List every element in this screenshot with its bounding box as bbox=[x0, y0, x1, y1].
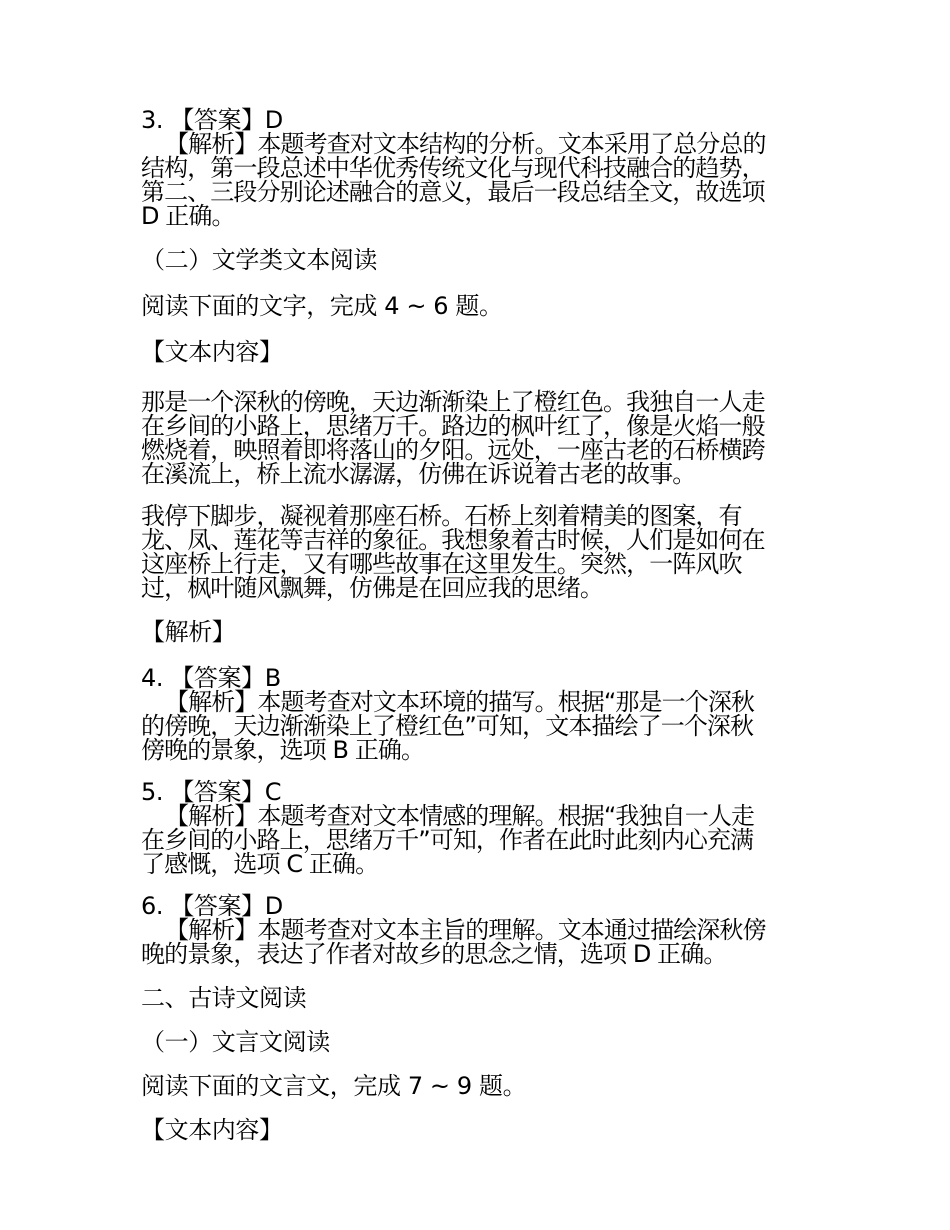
content-label-literary: 【文本内容】 bbox=[141, 338, 283, 366]
passage-paragraph-2 bbox=[141, 504, 811, 600]
passage-paragraph-1 bbox=[141, 390, 811, 486]
passage-line: 这座桥上行走，又有哪些故事在这里发生。突然，一阵风吹 bbox=[141, 550, 742, 578]
section-heading-literary: （二）文学类文本阅读 bbox=[141, 246, 377, 274]
passage-line: 那是一个深秋的傍晚，天边渐渐染上了橙红色。我独自一人走 bbox=[141, 388, 765, 416]
instruction-literary: 阅读下面的文字，完成 4 ~ 6 题。 bbox=[141, 292, 503, 320]
analysis-text bbox=[141, 132, 811, 228]
analysis-text bbox=[141, 690, 811, 762]
analysis-label: 【解析】 bbox=[141, 618, 236, 646]
content-label-classical: 【文本内容】 bbox=[141, 1116, 283, 1144]
answer-block-q6 bbox=[141, 894, 811, 966]
document-page bbox=[141, 108, 811, 1158]
section-heading-classical: 二、古诗文阅读 bbox=[141, 984, 307, 1012]
analysis-line: D 正确。 bbox=[141, 202, 235, 230]
answer-block-q4 bbox=[141, 666, 811, 762]
passage-line: 我停下脚步，凝视着那座石桥。石桥上刻着精美的图案，有 bbox=[141, 502, 742, 530]
answer-line: 4. 【答案】B bbox=[141, 664, 281, 692]
analysis-line: 了感慨，选项 C 正确。 bbox=[141, 850, 379, 878]
passage-line: 在乡间的小路上，思绪万千。路边的枫叶红了，像是火焰一般 bbox=[141, 412, 765, 440]
passage-line: 在溪流上，桥上流水潺潺，仿佛在诉说着古老的故事。 bbox=[141, 460, 696, 488]
answer-block-q5 bbox=[141, 780, 811, 876]
analysis-line: 【解析】本题考查对文本结构的分析。文本采用了总分总的 bbox=[165, 130, 766, 158]
analysis-line: 傍晚的景象，选项 B 正确。 bbox=[141, 736, 425, 764]
passage-line: 龙、凤、莲花等吉祥的象征。我想象着古时候，人们是如何在 bbox=[141, 526, 765, 554]
analysis-line: 【解析】本题考查对文本情感的理解。根据“我独自一人走 bbox=[165, 802, 755, 830]
passage-line: 过，枫叶随风飘舞，仿佛是在回应我的思绪。 bbox=[141, 574, 603, 602]
analysis-line: 第二、三段分别论述融合的意义，最后一段总结全文，故选项 bbox=[141, 178, 765, 206]
answer-line: 3. 【答案】D bbox=[141, 106, 283, 134]
analysis-line: 【解析】本题考查对文本环境的描写。根据“那是一个深秋 bbox=[165, 688, 755, 716]
analysis-line: 【解析】本题考查对文本主旨的理解。文本通过描绘深秋傍 bbox=[165, 916, 766, 944]
instruction-classical: 阅读下面的文言文，完成 7 ~ 9 题。 bbox=[141, 1072, 527, 1100]
subheading-classical: （一）文言文阅读 bbox=[141, 1028, 330, 1056]
analysis-line: 在乡间的小路上，思绪万千”可知，作者在此时此刻内心充满 bbox=[141, 826, 754, 854]
analysis-text bbox=[141, 918, 811, 966]
analysis-line: 结构，第一段总述中华优秀传统文化与现代科技融合的趋势， bbox=[141, 154, 765, 182]
analysis-line: 的傍晚，天边渐渐染上了橙红色”可知，文本描绘了一个深秋 bbox=[141, 712, 754, 740]
passage-line: 燃烧着，映照着即将落山的夕阳。远处，一座古老的石桥横跨 bbox=[141, 436, 765, 464]
answer-block-q3 bbox=[141, 108, 811, 228]
answer-line: 6. 【答案】D bbox=[141, 892, 283, 920]
answer-line: 5. 【答案】C bbox=[141, 778, 282, 806]
analysis-line: 晚的景象，表达了作者对故乡的思念之情，选项 D 正确。 bbox=[141, 940, 727, 968]
analysis-text bbox=[141, 804, 811, 876]
